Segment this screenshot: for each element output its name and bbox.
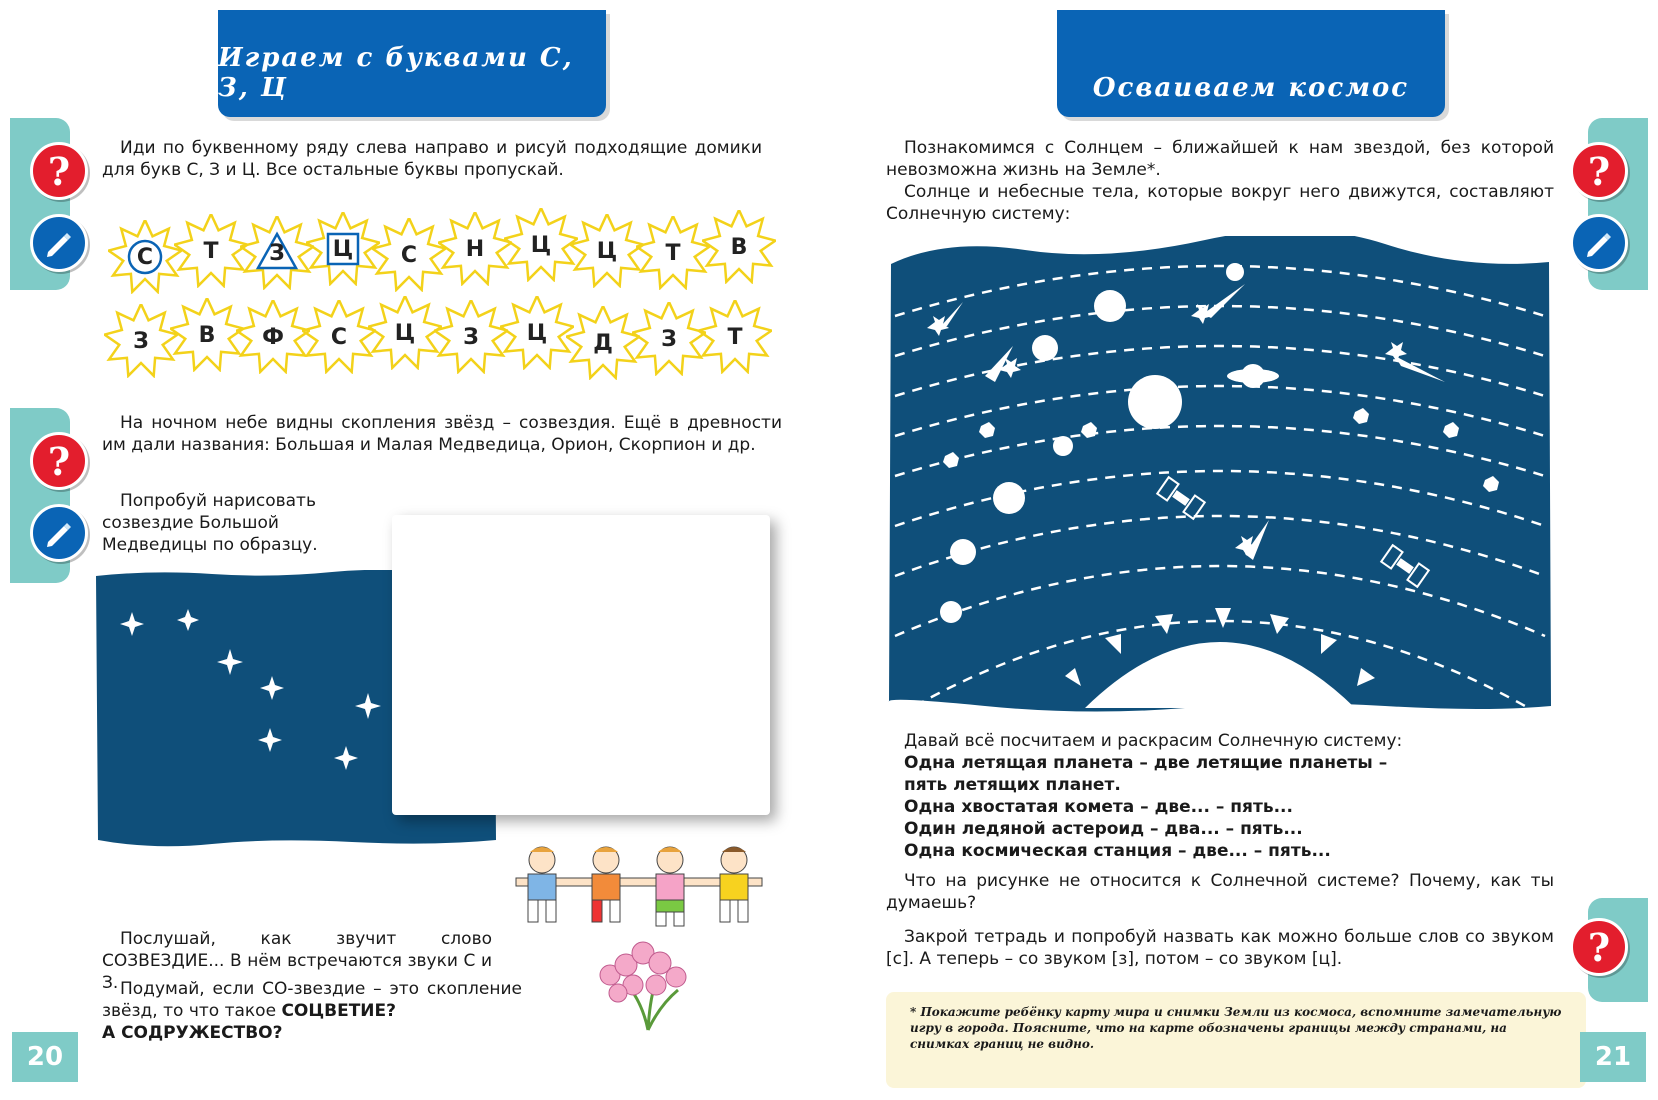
letter-star[interactable] <box>570 214 644 288</box>
letter-star[interactable] <box>302 300 376 374</box>
letter-star[interactable] <box>636 216 710 290</box>
planet <box>1032 335 1058 361</box>
star-letter-label: З <box>269 240 285 266</box>
star-letter-label: В <box>198 322 216 348</box>
planet <box>1128 375 1182 429</box>
count-line: Один ледяной астероид – два... – пять... <box>904 819 1303 839</box>
star-letter-label: З <box>463 324 479 350</box>
left-header-tab <box>218 10 606 117</box>
pencil-icon <box>30 214 88 272</box>
star-letter-label: Ц <box>394 320 416 346</box>
letter-star[interactable] <box>240 216 314 290</box>
solar-system-illustration <box>885 236 1555 712</box>
question-icon: ? <box>30 432 88 490</box>
letter-star[interactable] <box>236 300 310 374</box>
star-letter-label: Ц <box>596 238 618 264</box>
count-line: Одна космическая станция – две... – пять... <box>904 841 1331 861</box>
letter-task-text: Иди по буквенному ряду слева направо и рисуй подходящие домики для букв С, З и Ц. Все остальные буквы пропускай. <box>102 138 762 180</box>
parent-footnote: * Покажите ребёнку карту мира и снимки Земли из космоса, вспомните замечательную игру в города. Поясните, что на карте обозначены границы между странами, на снимках границ не видно. <box>886 992 1586 1088</box>
letter-star[interactable] <box>702 210 776 284</box>
planet <box>940 601 962 623</box>
paper-kid <box>556 847 620 922</box>
question-icon: ? <box>1570 918 1628 976</box>
letter-star[interactable] <box>368 296 442 370</box>
question-icon: ? <box>1570 142 1628 200</box>
star-letter-label: Т <box>727 324 743 350</box>
listen-task-text: Послушай, как звучит слово СОЗВЕЗДИЕ... В нём встречаются звуки С и З. <box>102 929 492 993</box>
star-letter-label: Ц <box>526 320 548 346</box>
paper-kid <box>516 847 556 922</box>
letter-star[interactable] <box>434 300 508 374</box>
right-header-tab <box>1057 10 1445 117</box>
counting-lines <box>904 752 1554 862</box>
star-letter-label: С <box>136 244 154 270</box>
constellation-text: На ночном небе видны скопления звёзд – созвездия. Ещё в древности им дали названия: Большая и Малая Медведица, Орион, Скорпион и др. <box>102 413 782 455</box>
drawing-area[interactable] <box>392 515 770 815</box>
left-header-title: Играем с буквами С, З, Ц <box>218 43 574 103</box>
star-letter-label: С <box>330 324 348 350</box>
star-letter-label: Ц <box>332 236 354 262</box>
paper-kid <box>684 847 762 922</box>
pencil-icon <box>30 504 88 562</box>
letter-star[interactable] <box>504 208 578 282</box>
star-letter-label: Н <box>465 236 485 262</box>
draw-task-text: Попробуй нарисовать созвездие Большой Медведицы по образцу. <box>102 491 318 555</box>
planet <box>1094 290 1126 322</box>
flower-cluster-illustration <box>588 935 698 1035</box>
planet <box>1053 436 1073 456</box>
planet <box>950 539 976 565</box>
sun-intro-text: Познакомимся с Солнцем – ближайшей к нам звездой, без которой невозможна жизнь на Земле*. Солнце и небесные тела, которые вокруг него движутся, составляют Солнечную систему: <box>886 138 1554 224</box>
star-letter-label: Т <box>665 240 681 266</box>
letter-star[interactable] <box>108 220 182 294</box>
star-letter-label: Т <box>203 238 219 264</box>
letter-star[interactable] <box>372 218 446 292</box>
page-number-right: 21 <box>1580 1032 1646 1082</box>
planet <box>993 482 1025 514</box>
ringed-planet <box>1241 364 1265 388</box>
count-line: Одна летящая планета – две летящие планеты – <box>904 753 1388 773</box>
letter-star[interactable] <box>500 296 574 370</box>
star-letter-label: С <box>400 242 418 268</box>
letter-star[interactable] <box>438 212 512 286</box>
paper-kid <box>620 847 684 926</box>
paper-kids-illustration <box>510 842 780 932</box>
closing-task-text: Закрой тетрадь и попробуй назвать как можно больше слов со звуком [с]. А теперь – со звуком [з], потом – со звуком [ц]. <box>886 927 1554 969</box>
letter-star[interactable] <box>174 214 248 288</box>
question-text: Что на рисунке не относится к Солнечной системе? Почему, как ты думаешь? <box>886 871 1554 913</box>
star-letter-label: В <box>730 234 748 260</box>
star-letter-label: Ц <box>530 232 552 258</box>
question-icon: ? <box>30 142 88 200</box>
letter-star[interactable] <box>306 212 380 286</box>
letter-star[interactable] <box>698 300 772 374</box>
star-letter-label: З <box>133 328 149 354</box>
letter-star[interactable] <box>632 302 706 376</box>
letter-star[interactable] <box>104 304 178 378</box>
pencil-icon <box>1570 214 1628 272</box>
count-intro-text: Давай всё посчитаем и раскрасим Солнечную систему: <box>904 731 1403 751</box>
planet <box>1226 263 1244 281</box>
star-letter-label: З <box>661 326 677 352</box>
count-line: пять летящих планет. <box>904 775 1121 795</box>
count-line: Одна хвостатая комета – две... – пять... <box>904 797 1293 817</box>
think-task-text: Подумай, если СО-звездие – это скопление звёзд, то что такое СОЦВЕТИЕ? А СОДРУЖЕСТВО? <box>102 979 522 1043</box>
star-letter-label: Ф <box>262 324 284 350</box>
letter-star[interactable] <box>566 306 640 380</box>
right-header-title: Осваиваем космос <box>1092 73 1410 103</box>
letter-star[interactable] <box>170 298 244 372</box>
right-page <box>829 0 1658 1100</box>
star-letter-label: Д <box>593 330 613 356</box>
page-number-left: 20 <box>12 1032 78 1082</box>
